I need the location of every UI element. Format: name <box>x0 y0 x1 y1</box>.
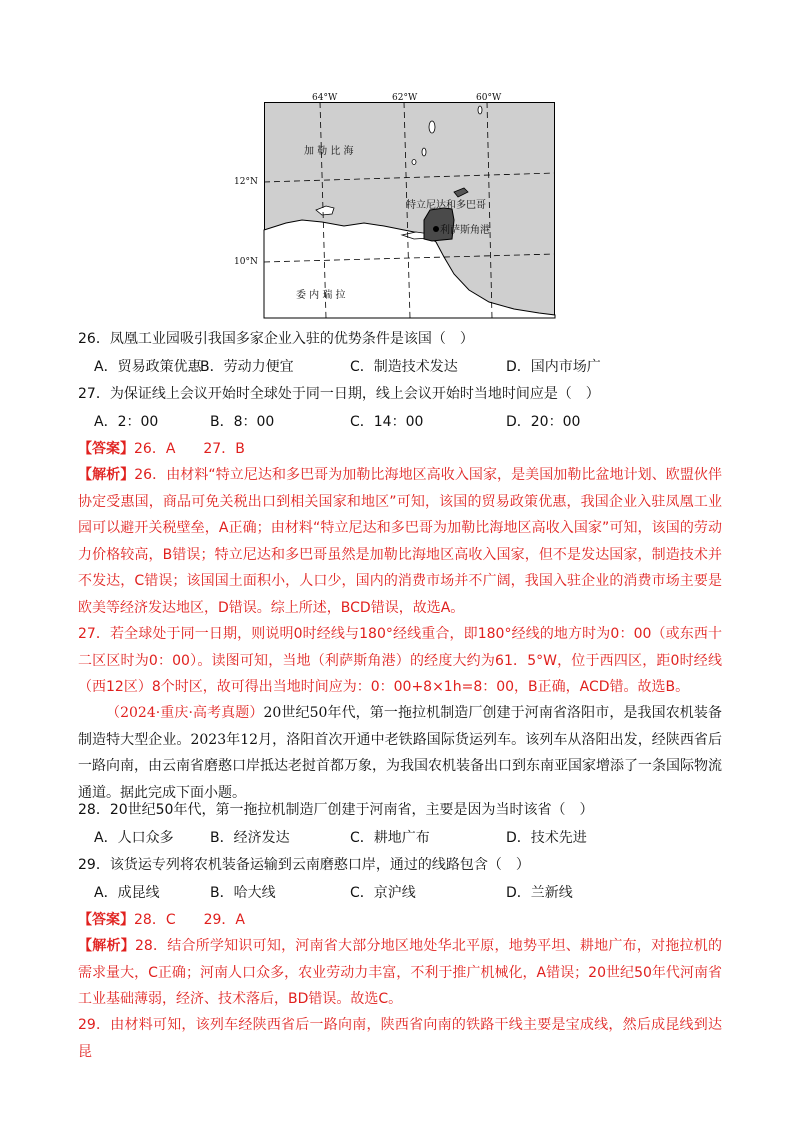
mainland-label: 委 内 瑞 拉 <box>296 290 346 301</box>
sea-label: 加 勒 比 海 <box>304 146 354 157</box>
option-b: B．经济发达 <box>210 830 290 846</box>
lat-label-12: 12°N <box>234 177 258 187</box>
explanation-26 <box>78 462 722 621</box>
q28-stem: 28．20世纪50年代，第一拖拉机制造厂创建于河南省，主要是因为当时该省（ ） <box>78 802 594 818</box>
city-label: 利萨斯角港 <box>440 225 490 236</box>
answer-text: 26．A 27．B <box>134 441 245 457</box>
option-c: C．京沪线 <box>350 885 416 901</box>
answer-2 <box>78 911 245 929</box>
option-d: D．国内市场广 <box>506 359 601 375</box>
lon-label-62: 62°W <box>392 93 418 103</box>
option-b: B．哈大线 <box>210 885 276 901</box>
option-c: C．14：00 <box>350 414 424 430</box>
source-tag: （2024·重庆·高考真题） <box>106 705 264 721</box>
lon-label-64: 64°W <box>312 93 338 103</box>
intro-text: 20世纪50年代，第一拖拉机制造厂创建于河南省洛阳市，是我国农机装备制造特大型企业。2023年12月，洛阳首次开通中老铁路国际货运列车。该列车从洛阳出发，经陕西省后一路向南，由云南省磨憨口岸抵达老挝首都万象，为我国农机装备出口到东南亚国家增添了一条国际物流通道。据此完成下面小题。 <box>78 705 722 801</box>
option-d: D．兰新线 <box>506 885 573 901</box>
q27-stem: 27．为保证线上会议开始时全球处于同一日期，线上会议开始时当地时间应是（ ） <box>78 386 600 402</box>
q29-stem: 29．该货运专列将农机装备运输到云南磨憨口岸，通过的线路包含（ ） <box>78 857 530 873</box>
option-c: C．制造技术发达 <box>350 359 458 375</box>
answer-tag: 【答案】 <box>78 912 134 928</box>
option-a: A．2：00 <box>94 414 159 430</box>
answer-tag: 【答案】 <box>78 441 134 457</box>
option-b: B．劳动力便宜 <box>200 359 294 375</box>
option-d: D．技术先进 <box>506 830 587 846</box>
answer-text: 28．C 29．A <box>134 912 245 928</box>
option-d: D．20：00 <box>506 414 581 430</box>
option-c: C．耕地广布 <box>350 830 430 846</box>
lat-label-10: 10°N <box>234 257 258 267</box>
explanation-text: 28．结合所学知识可知，河南省大部分地区地处华北平原，地势平坦、耕地广布，对拖拉机的需求量大，C正确；河南人口众多，农业劳动力丰富，不利于推广机械化，A错误；20世纪50年代河南省工业基础薄弱，经济、技术落后，BD错误。故选C。 <box>78 938 723 1007</box>
option-a: A．贸易政策优惠 <box>94 359 202 375</box>
option-b: B．8：00 <box>210 414 275 430</box>
city-point <box>433 226 439 232</box>
explanation-text: 26．由材料“特立尼达和多巴哥为加勒比海地区高收入国家，是美国加勒比盆地计划、欧盟伙伴协定受惠国，商品可免关税出口到相关国家和地区”可知，该国的贸易政策优惠，我国企业入驻凤凰工业园可以避开关税壁垒，A正确；由材料“特立尼达和多巴哥为加勒比海地区高收入国家”可知，该国的劳动力价格较高，B错误；特立尼达和多巴哥虽然是加勒比海地区高收入国家，但不是发达国家，制造技术并不发达，C错误；该国国土面积小，人口少，国内的消费市场并不广阔，我国入驻企业的消费市场主要是欧美等经济发达地区，D错误。综上所述，BCD错误，故选A。 <box>78 467 722 616</box>
country-label: 特立尼达和多巴哥 <box>406 200 486 211</box>
explanation-tag: 【解析】 <box>78 467 135 483</box>
option-a: A．成昆线 <box>94 885 160 901</box>
explanation-tag: 【解析】 <box>78 938 135 954</box>
q26-stem: 26．凤凰工业园吸引我国多家企业入驻的优势条件是该国（ ） <box>78 331 474 347</box>
map-figure <box>234 93 555 318</box>
explanation-29: 29．由材料可知，该列车经陕西省后一路向南，陕西省向南的铁路干线主要是宝成线，然后成昆线到达昆 <box>78 1017 722 1060</box>
explanation-28 <box>78 933 722 1013</box>
option-a: A．人口众多 <box>94 830 174 846</box>
explanation-27: 27．若全球处于同一日期，则说明0时经线与180°经线重合，即180°经线的地方时为0：00（或东西十二区区时为0：00）。读图可知，当地（利萨斯角港）的经度大约为61．5°W，位于西四区，距0时经线（西12区）8个时区，故可得出当地时间应为：0：00+8×1h=8：00，B正确，ACD错。故选B。 <box>78 626 722 695</box>
intro-passage <box>78 700 722 806</box>
answer-1 <box>78 440 245 458</box>
lon-label-60: 60°W <box>476 93 502 103</box>
